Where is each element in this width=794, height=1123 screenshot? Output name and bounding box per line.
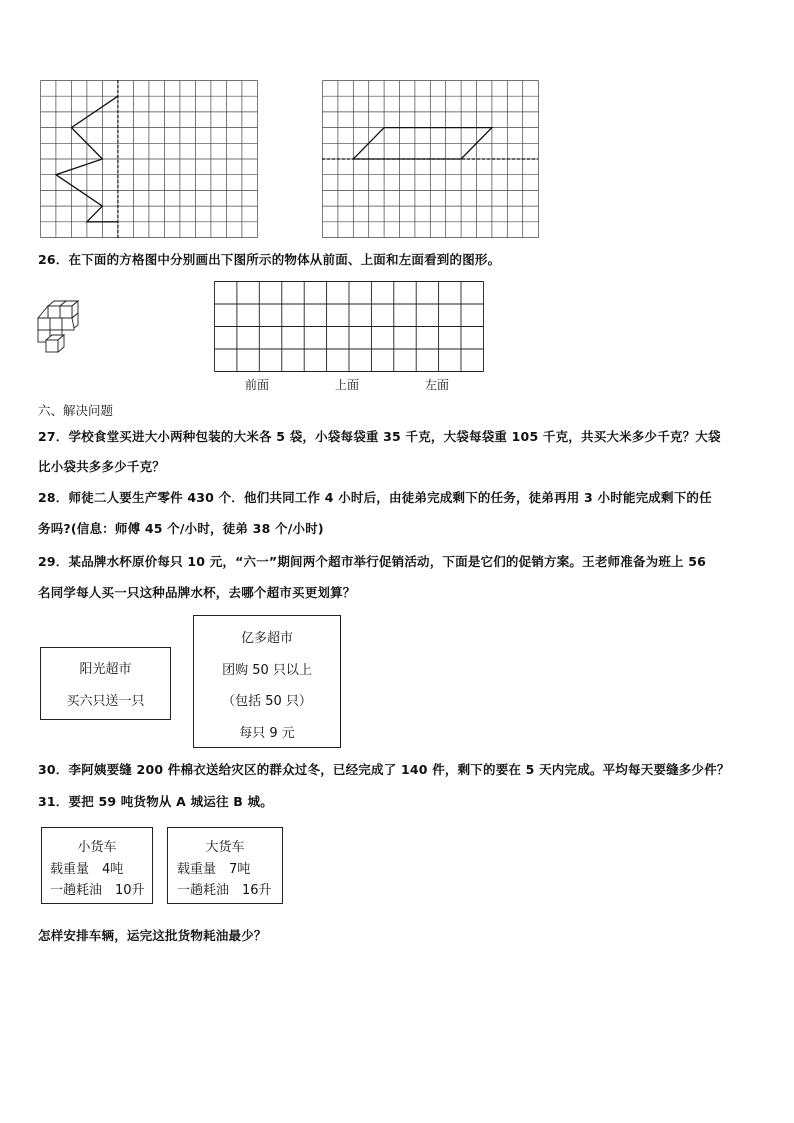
question-27-line-2: 比小袋共多多少千克？ — [38, 459, 166, 474]
view-label-top: 上面 — [335, 378, 360, 392]
question-28-line-2: 务吗?(信息：师傅 45 个/小时，徒弟 38 个/小时) — [38, 521, 324, 536]
truck-name-large: 大货车 — [205, 840, 245, 855]
question-30: 30．李阿姨要缝 200 件棉衣送给灾区的群众过冬，已经完成了 140 件，剩下的要在 5 天内完成。平均每天要缝多少件？ — [38, 762, 730, 777]
store-price-yiduo: 每只 9 元 — [239, 726, 295, 741]
view-label-left: 左面 — [425, 378, 450, 392]
question-29-line-1: 29．某品牌水杯原价每只 10 元，“六一”期间两个超市举行促销活动，下面是它们的促销方案。王老师准备为班上 56 — [38, 554, 707, 569]
question-31-follow: 怎样安排车辆，运完这批货物耗油最少？ — [38, 928, 267, 943]
truck-load-label-large: 载重量 — [177, 862, 217, 877]
store-box-yiduo — [193, 615, 341, 748]
question-28-line-1: 28．师徒二人要生产零件 430 个．他们共同工作 4 小时后，由徒弟完成剩下的任务，徒弟再用 3 小时能完成剩下的任 — [38, 490, 712, 505]
store-offer-yiduo-1: 团购 50 只以上 — [222, 663, 312, 678]
store-name-yangguang: 阳光超市 — [79, 662, 132, 677]
question-31: 31．要把 59 吨货物从 A 城运往 B 城。 — [38, 794, 273, 809]
truck-fuel-value-large: 16升 — [242, 883, 272, 898]
truck-load-value-large: 7吨 — [229, 862, 251, 877]
truck-fuel-label-small: 一趟耗油 — [50, 883, 103, 898]
cube-stack-figure — [36, 300, 82, 354]
store-name-yiduo: 亿多超市 — [240, 631, 293, 646]
truck-load-label-small: 载重量 — [50, 862, 90, 877]
truck-load-value-small: 4吨 — [102, 862, 124, 877]
section-title: 六、解决问题 — [38, 403, 114, 418]
store-offer-yangguang: 买六只送一只 — [66, 694, 145, 709]
truck-name-small: 小货车 — [77, 840, 117, 855]
symmetry-grid-right — [322, 80, 542, 238]
question-29-line-2: 名同学每人买一只这种品牌水杯，去哪个超市买更划算？ — [38, 585, 356, 600]
view-label-front: 前面 — [245, 378, 270, 392]
question-27-line-1: 27．学校食堂买进大小两种包装的大米各 5 袋，小袋每袋重 35 千克，大袋每袋重 105 千克，共买大米多少千克？大袋 — [38, 429, 721, 444]
symmetry-grid-left — [40, 80, 260, 238]
view-drawing-grid — [214, 281, 486, 375]
store-box-yangguang — [40, 647, 171, 720]
truck-fuel-label-large: 一趟耗油 — [177, 883, 230, 898]
truck-box-large — [167, 827, 283, 904]
store-offer-yiduo-2: （包括 50 只） — [222, 694, 312, 709]
truck-box-small — [41, 827, 153, 904]
truck-fuel-value-small: 10升 — [115, 883, 145, 898]
question-26: 26．在下面的方格图中分别画出下图所示的物体从前面、上面和左面看到的图形。 — [38, 252, 501, 267]
